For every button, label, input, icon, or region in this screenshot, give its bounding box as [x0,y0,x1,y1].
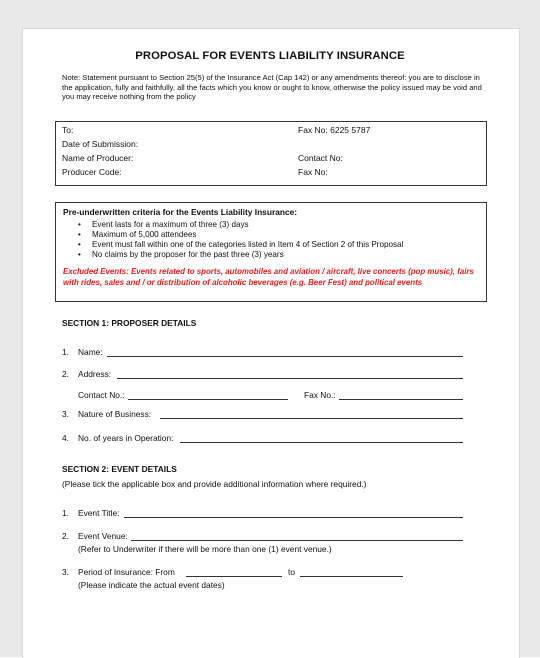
to-label: To: [62,125,74,135]
name-field-line[interactable] [107,356,463,357]
period-of-insurance-label: Period of Insurance: From [78,567,175,577]
period-note: (Please indicate the actual event dates) [78,580,225,590]
event-venue-field-line[interactable] [131,540,463,541]
venue-note: (Refer to Underwriter if there will be more than one (1) event venue.) [78,544,332,554]
years-in-operation-label: No. of years in Operation: [78,433,174,443]
contact-no-field-line[interactable] [128,399,288,400]
document-title: PROPOSAL FOR EVENTS LIABILITY INSURANCE [135,50,405,62]
name-of-producer-label: Name of Producer: [62,153,134,163]
item-number: 1. [62,508,69,518]
item-number: 4. [62,433,69,443]
criteria-item: • Event must fall within one of the categories listed in Item 4 of Section 2 of this Proposal [78,240,404,249]
excluded-events-text: Excluded Events: Events related to sports, automobiles and aviation / aircraft, live concerts (pop music), fairs with rides, sales and / or distribution of alcoholic beverages (e.g. Beer Fest) and political events [63,267,474,287]
criteria-heading: Pre-underwritten criteria for the Events Liability Insurance: [63,207,298,217]
fax-no-field-line[interactable] [339,399,463,400]
event-venue-label: Event Venue: [78,531,128,541]
fax-no-2-label: Fax No: [298,167,328,177]
name-label: Name: [78,347,103,357]
section2-heading: SECTION 2: EVENT DETAILS [62,464,177,474]
producer-info-box [55,121,487,186]
statement-note: Note: Statement pursuant to Section 25(5) of the Insurance Act (Cap 142) or any amendments thereof: you are to disclose in the application, fully and faithfully, all the facts which you know or ought to know, otherwise the policy issued may be void and you may receive nothing from the policy [62,73,482,102]
item-number: 3. [62,409,69,419]
period-to-label: to [288,567,295,577]
fax-no-label: Fax No.: [304,390,336,400]
section2-instruction: (Please tick the applicable box and provide additional information where required.) [62,479,367,489]
period-to-field-line[interactable] [300,576,403,577]
criteria-item: • Event lasts for a maximum of three (3) days [78,220,249,229]
item-number: 1. [62,347,69,357]
item-number: 2. [62,531,69,541]
producer-code-label: Producer Code: [62,167,122,177]
criteria-item: • Maximum of 5,000 attendees [78,230,197,239]
criteria-box [55,202,487,302]
nature-of-business-label: Nature of Business: [78,409,152,419]
event-title-label: Event Title: [78,508,120,518]
address-label: Address: [78,369,112,379]
item-number: 2. [62,369,69,379]
criteria-item: • No claims by the proposer for the past three (3) years [78,250,284,259]
event-title-field-line[interactable] [124,517,463,518]
section1-heading: SECTION 1: PROPOSER DETAILS [62,318,197,328]
contact-no-label: Contact No.: [78,390,125,400]
period-from-field-line[interactable] [186,576,282,577]
address-field-line[interactable] [117,378,463,379]
contact-no-label: Contact No: [298,153,343,163]
nature-of-business-field-line[interactable] [160,418,463,419]
date-of-submission-label: Date of Submission: [62,139,139,149]
fax-no-label: Fax No: 6225 5787 [298,125,371,135]
years-in-operation-field-line[interactable] [180,442,463,443]
item-number: 3. [62,567,69,577]
